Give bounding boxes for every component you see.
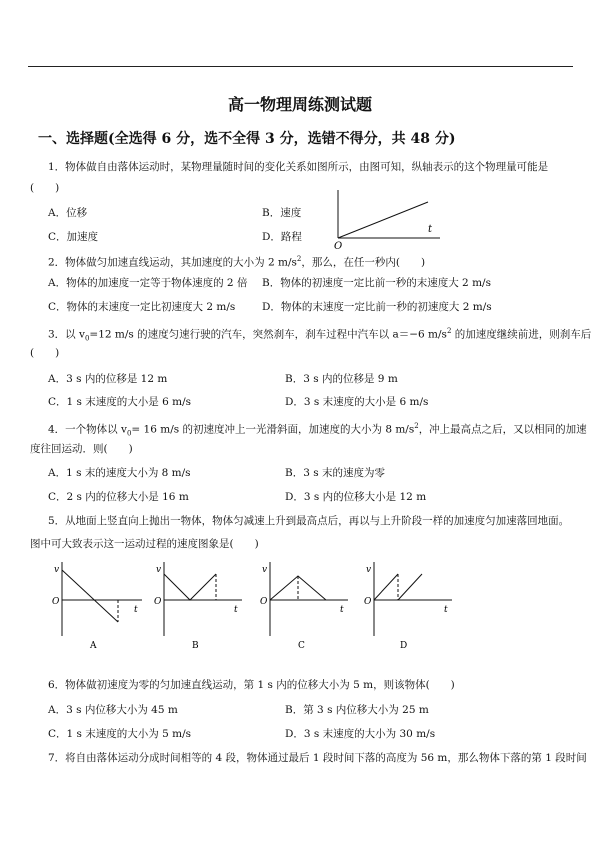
- q5-graph-d-label: D: [400, 641, 408, 650]
- q1-option-a: A．位移: [48, 207, 88, 219]
- q3-stem-a: 3．以 v: [48, 328, 85, 341]
- q1-graph-t-label: t: [428, 224, 433, 235]
- q3-stem-sup: 2: [446, 327, 452, 335]
- q3-stem-c: 的加速度继续前进，则刹车后: [451, 328, 592, 341]
- q5-graph-d-o: O: [364, 597, 372, 607]
- q4-option-b: B．3 s 末的速度为零: [285, 467, 385, 479]
- q2-option-d: D．物体的末速度一定比前一秒的初速度大 2 m/s: [262, 301, 492, 313]
- q1-paren: ( ): [30, 182, 60, 194]
- q4-stem-a: 4．一个物体以 v: [48, 423, 127, 436]
- q5-graph-a-v: v: [54, 565, 60, 575]
- q3-option-b: B．3 s 内的位移是 9 m: [285, 373, 398, 385]
- q3-paren: ( ): [30, 347, 60, 359]
- q1-option-c: C．加速度: [48, 231, 99, 243]
- q5-stem-line2: 图中可大致表示这一运动过程的速度图象是( ): [30, 538, 259, 550]
- q2-stem-a: 2．物体做匀加速直线运动，其加速度的大小为 2 m/s: [48, 256, 297, 269]
- q6-stem: 6．物体做初速度为零的匀加速直线运动，第 1 s 内的位移大小为 5 m，则该物体( ): [48, 679, 455, 691]
- q6-option-c: C．1 s 末速度的大小为 5 m/s: [48, 728, 192, 740]
- q2-option-c: C．物体的末速度一定比初速度大 2 m/s: [48, 301, 236, 313]
- q5-graph-a-label: A: [90, 641, 97, 650]
- q4-stem-c: ，冲上最高点之后，又以相同的加速: [418, 423, 587, 436]
- q5-graph-c-o: O: [260, 597, 268, 607]
- q5-graph-b-o: O: [154, 597, 162, 607]
- q1-stem: 1．物体做自由落体运动时，某物理量随时间的变化关系如图所示，由图可知，纵轴表示的这个物理量可能是: [48, 161, 549, 173]
- q6-option-d: D．3 s 末速度的大小为 30 m/s: [285, 728, 436, 740]
- q3-option-d: D．3 s 末速度的大小是 6 m/s: [285, 396, 429, 408]
- q1-option-d: D．路程: [262, 231, 302, 243]
- q4-stem: [48, 419, 587, 441]
- q1-graph: [330, 188, 445, 252]
- q3-option-c: C．1 s 末速度的大小是 6 m/s: [48, 396, 192, 408]
- q5-graph-b-label: B: [192, 641, 199, 650]
- q5-stem-line1: 5．从地面上竖直向上抛出一物体，物体匀减速上升到最高点后，再以与上升阶段一样的加速度匀加速落回地面。: [48, 515, 570, 527]
- q5-graph-d-line-2: [398, 574, 422, 600]
- q2-option-b: B．物体的初速度一定比前一秒的末速度大 2 m/s: [262, 277, 491, 289]
- q3-option-a: A．3 s 内的位移是 12 m: [48, 373, 168, 385]
- q5-graph-b-line: [164, 574, 216, 600]
- q5-graph-c: [256, 560, 356, 650]
- q7-stem: 7．将自由落体运动分成时间相等的 4 段，物体通过最后 1 段时间下落的高度为 56 m，那么物体下落的第 1 段时间: [48, 752, 587, 764]
- q5-graph-c-label: C: [298, 641, 305, 650]
- q3-stem: [48, 324, 591, 346]
- q5-graph-d-line-1: [374, 574, 398, 600]
- section-heading: 一、选择题(全选得 6 分，选不全得 3 分，选错不得分，共 48 分): [38, 131, 456, 147]
- q5-graph-d: [360, 560, 460, 650]
- q5-graph-b-t: t: [234, 605, 238, 615]
- q5-graph-b-v: v: [156, 565, 162, 575]
- q5-graph-a-line: [62, 570, 118, 622]
- q6-option-b: B．第 3 s 内位移大小为 25 m: [285, 704, 429, 716]
- page-title: 高一物理周练测试题: [227, 95, 372, 114]
- q5-graph-d-t: t: [444, 605, 448, 615]
- q4-option-a: A．1 s 末的速度大小为 8 m/s: [48, 467, 191, 479]
- q1-option-b: B．速度: [262, 207, 302, 219]
- q5-graph-c-v: v: [262, 565, 268, 575]
- q1-graph-origin: O: [334, 241, 343, 252]
- q5-graph-a: [46, 560, 146, 650]
- q2-option-a: A．物体的加速度一定等于物体速度的 2 倍: [48, 277, 248, 289]
- q5-graph-d-v: v: [366, 565, 372, 575]
- q4-option-c: C．2 s 内的位移大小是 16 m: [48, 491, 189, 503]
- q4-stem-sub: 0: [126, 429, 132, 438]
- q2-stem: [48, 252, 425, 270]
- q4-stem-line2: 度往回运动．则( ): [30, 443, 133, 455]
- q5-graph-c-t: t: [340, 605, 344, 615]
- q4-stem-sup: 2: [414, 422, 419, 430]
- q5-graph-a-o: O: [52, 597, 60, 607]
- q3-stem-sub: 0: [84, 334, 90, 343]
- q5-graph-a-t: t: [134, 605, 138, 615]
- q2-stem-sup: 2: [296, 255, 302, 263]
- q4-stem-b: = 16 m/s 的初速度冲上一光滑斜面，加速度的大小为 8 m/s: [131, 423, 415, 436]
- q3-stem-b: =12 m/s 的速度匀速行驶的汽车，突然刹车，刹车过程中汽车以 a＝−6 m/s: [89, 328, 447, 341]
- q2-stem-b: ，那么，在任一秒内( ): [301, 256, 426, 269]
- q5-graph-b: [150, 560, 250, 650]
- q4-option-d: D．3 s 内的位移大小是 12 m: [285, 491, 427, 503]
- q6-option-a: A．3 s 内位移大小为 45 m: [48, 704, 178, 716]
- q1-graph-line: [338, 202, 428, 238]
- header-rule: [28, 66, 573, 67]
